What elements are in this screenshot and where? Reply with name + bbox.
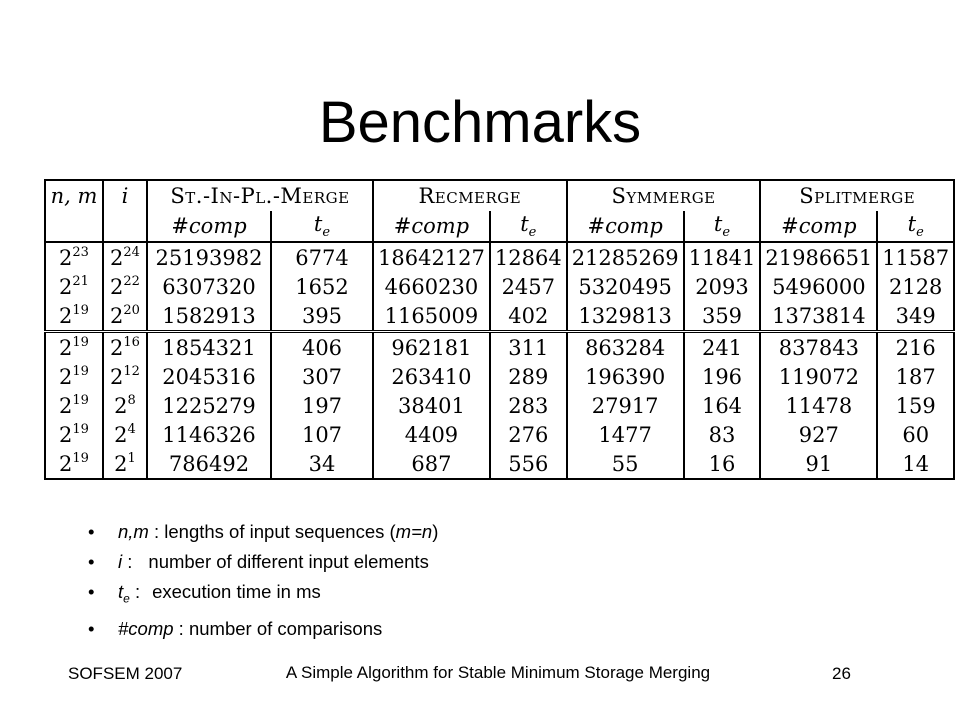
table-row bbox=[45, 242, 954, 272]
cell-i: $2^{20}$ bbox=[103, 301, 147, 332]
header-st-in-pl-merge: St.-In-Pl.-Merge bbox=[147, 180, 373, 211]
cell-value: 927 bbox=[760, 420, 877, 449]
cell-value: 241 bbox=[684, 332, 761, 363]
cell-value: 1477 bbox=[567, 420, 684, 449]
cell-value: 2457 bbox=[490, 272, 567, 301]
cell-value: 4409 bbox=[373, 420, 490, 449]
cell-value: 11587 bbox=[877, 242, 954, 272]
cell-value: 2093 bbox=[684, 272, 761, 301]
table-row bbox=[45, 420, 954, 449]
cell-value: 402 bbox=[490, 301, 567, 332]
cell-i: $2^{16}$ bbox=[103, 332, 147, 363]
cell-value: 556 bbox=[490, 449, 567, 479]
cell-nm: $2^{21}$ bbox=[45, 272, 103, 301]
header-splitmerge: Splitmerge bbox=[760, 180, 954, 211]
cell-value: 11478 bbox=[760, 391, 877, 420]
table-row bbox=[45, 301, 954, 332]
slide-title: Benchmarks bbox=[318, 90, 642, 155]
cell-value: 18642127 bbox=[373, 242, 490, 272]
bullet-item: • $t_e$ : execution time in ms bbox=[88, 577, 438, 614]
table-row bbox=[45, 332, 954, 363]
cell-i: $2^{22}$ bbox=[103, 272, 147, 301]
cell-value: 38401 bbox=[373, 391, 490, 420]
cell-value: 687 bbox=[373, 449, 490, 479]
table-header-row-1 bbox=[45, 180, 954, 211]
header-te: $t_e$ bbox=[271, 211, 373, 242]
cell-value: 12864 bbox=[490, 242, 567, 272]
cell-value: 349 bbox=[877, 301, 954, 332]
cell-value: 406 bbox=[271, 332, 373, 363]
cell-nm: $2^{19}$ bbox=[45, 449, 103, 479]
table-row bbox=[45, 449, 954, 479]
cell-value: 1582913 bbox=[147, 301, 271, 332]
header-blank bbox=[103, 211, 147, 242]
header-te: $t_e$ bbox=[684, 211, 761, 242]
cell-value: 283 bbox=[490, 391, 567, 420]
cell-value: 21986651 bbox=[760, 242, 877, 272]
cell-value: 27917 bbox=[567, 391, 684, 420]
cell-value: 187 bbox=[877, 362, 954, 391]
footer-paper-title: A Simple Algorithm for Stable Minimum Storage Merging bbox=[285, 663, 711, 682]
cell-nm: $2^{19}$ bbox=[45, 362, 103, 391]
cell-value: 311 bbox=[490, 332, 567, 363]
cell-value: 196 bbox=[684, 362, 761, 391]
cell-nm: $2^{19}$ bbox=[45, 420, 103, 449]
cell-value: 164 bbox=[684, 391, 761, 420]
cell-value: 1225279 bbox=[147, 391, 271, 420]
cell-value: 119072 bbox=[760, 362, 877, 391]
table-row bbox=[45, 272, 954, 301]
cell-value: 197 bbox=[271, 391, 373, 420]
cell-value: 1854321 bbox=[147, 332, 271, 363]
header-recmerge: Recmerge bbox=[373, 180, 567, 211]
cell-value: 60 bbox=[877, 420, 954, 449]
cell-value: 16 bbox=[684, 449, 761, 479]
header-blank bbox=[45, 211, 103, 242]
bullet-item: • n,m : lengths of input sequences (m=n) bbox=[88, 517, 438, 547]
cell-value: 263410 bbox=[373, 362, 490, 391]
table-body bbox=[45, 242, 954, 479]
cell-i: $2^8$ bbox=[103, 391, 147, 420]
header-comp: #comp bbox=[373, 211, 490, 242]
cell-value: 2128 bbox=[877, 272, 954, 301]
header-nm: n, m bbox=[45, 180, 103, 211]
cell-value: 1652 bbox=[271, 272, 373, 301]
cell-value: 55 bbox=[567, 449, 684, 479]
cell-i: $2^{24}$ bbox=[103, 242, 147, 272]
cell-value: 107 bbox=[271, 420, 373, 449]
header-i: i bbox=[103, 180, 147, 211]
cell-value: 5496000 bbox=[760, 272, 877, 301]
header-comp: #comp bbox=[760, 211, 877, 242]
header-symmerge: Symmerge bbox=[567, 180, 761, 211]
cell-value: 1373814 bbox=[760, 301, 877, 332]
cell-value: 837843 bbox=[760, 332, 877, 363]
cell-value: 1329813 bbox=[567, 301, 684, 332]
cell-value: 5320495 bbox=[567, 272, 684, 301]
footer-conference: SOFSEM 2007 bbox=[68, 664, 183, 683]
cell-i: $2^1$ bbox=[103, 449, 147, 479]
bullet-item: • i : number of different input elements bbox=[88, 547, 438, 577]
benchmark-table bbox=[44, 179, 955, 480]
cell-value: 276 bbox=[490, 420, 567, 449]
table-row bbox=[45, 391, 954, 420]
cell-i: $2^4$ bbox=[103, 420, 147, 449]
cell-value: 1146326 bbox=[147, 420, 271, 449]
cell-value: 91 bbox=[760, 449, 877, 479]
cell-value: 359 bbox=[684, 301, 761, 332]
header-comp: #comp bbox=[567, 211, 684, 242]
header-te: $t_e$ bbox=[877, 211, 954, 242]
table-row bbox=[45, 362, 954, 391]
cell-value: 196390 bbox=[567, 362, 684, 391]
header-te: $t_e$ bbox=[490, 211, 567, 242]
cell-value: 395 bbox=[271, 301, 373, 332]
cell-value: 25193982 bbox=[147, 242, 271, 272]
cell-nm: $2^{19}$ bbox=[45, 301, 103, 332]
cell-value: 289 bbox=[490, 362, 567, 391]
cell-nm: $2^{19}$ bbox=[45, 391, 103, 420]
cell-value: 34 bbox=[271, 449, 373, 479]
cell-value: 307 bbox=[271, 362, 373, 391]
cell-value: 11841 bbox=[684, 242, 761, 272]
cell-value: 4660230 bbox=[373, 272, 490, 301]
cell-nm: $2^{23}$ bbox=[45, 242, 103, 272]
bullet-item: • #comp : number of comparisons bbox=[88, 614, 438, 644]
cell-nm: $2^{19}$ bbox=[45, 332, 103, 363]
cell-i: $2^{12}$ bbox=[103, 362, 147, 391]
cell-value: 6774 bbox=[271, 242, 373, 272]
cell-value: 6307320 bbox=[147, 272, 271, 301]
cell-value: 21285269 bbox=[567, 242, 684, 272]
cell-value: 83 bbox=[684, 420, 761, 449]
legend-bullets bbox=[88, 517, 438, 644]
cell-value: 962181 bbox=[373, 332, 490, 363]
cell-value: 1165009 bbox=[373, 301, 490, 332]
cell-value: 2045316 bbox=[147, 362, 271, 391]
cell-value: 863284 bbox=[567, 332, 684, 363]
cell-value: 159 bbox=[877, 391, 954, 420]
cell-value: 216 bbox=[877, 332, 954, 363]
footer-page-number: 26 bbox=[832, 664, 851, 683]
cell-value: 14 bbox=[877, 449, 954, 479]
header-comp: #comp bbox=[147, 211, 271, 242]
cell-value: 786492 bbox=[147, 449, 271, 479]
table-header-row-2 bbox=[45, 211, 954, 242]
